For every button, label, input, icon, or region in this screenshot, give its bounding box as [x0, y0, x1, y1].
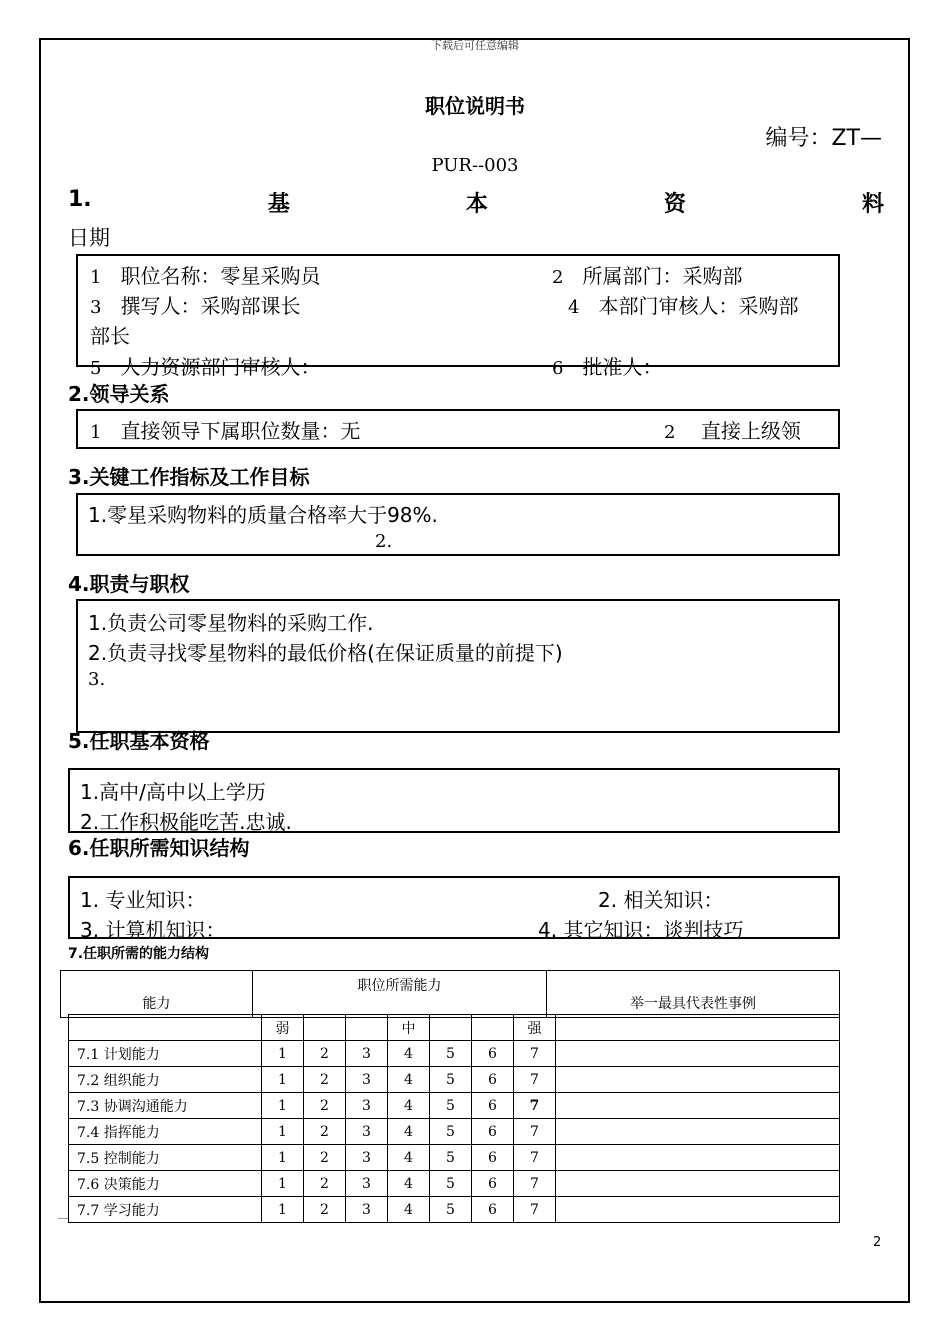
example-cell — [556, 1171, 840, 1197]
level-cell: 6 — [472, 1093, 514, 1119]
level-cell: 1 — [262, 1041, 304, 1067]
table-row — [69, 1093, 840, 1119]
level-cell: 2 — [304, 1145, 346, 1171]
level-cell: 6 — [472, 1171, 514, 1197]
level-cell: 4 — [388, 1093, 430, 1119]
level-cell: 3 — [346, 1067, 388, 1093]
knowledge-box — [68, 876, 840, 942]
level-cell: 5 — [430, 1067, 472, 1093]
leadership-item-2: 2 直接上级领 — [664, 419, 801, 443]
level-cell: 2 — [304, 1197, 346, 1223]
level-cell: 5 — [430, 1171, 472, 1197]
level-cell: 3 — [346, 1093, 388, 1119]
empty-cell — [556, 1015, 840, 1041]
level-cell: 7 — [514, 1067, 556, 1093]
level-cell: 5 — [430, 1041, 472, 1067]
section3-title: 3.关键工作指标及工作目标 — [68, 465, 310, 489]
level-cell: 2 — [304, 1041, 346, 1067]
level-cell: 4 — [388, 1119, 430, 1145]
required-ability-header-cell: 职位所需能力 — [253, 971, 547, 1018]
level-cell: 1 — [262, 1093, 304, 1119]
level-cell: 1 — [262, 1119, 304, 1145]
document-title: 职位说明书 — [425, 94, 525, 118]
scale-mid: 中 — [388, 1015, 430, 1041]
table-row — [69, 1041, 840, 1067]
table-row — [69, 1119, 840, 1145]
example-header-cell: 举一最具代表性事例 — [547, 971, 840, 1018]
table-row — [69, 1171, 840, 1197]
ability-name: 7.2 组织能力 — [69, 1067, 262, 1093]
knowledge-item-2: 2. 相关知识： — [598, 888, 724, 912]
example-cell — [556, 1067, 840, 1093]
table-row — [69, 1197, 840, 1223]
scale-strong: 强 — [514, 1015, 556, 1041]
level-cell: 7 — [514, 1171, 556, 1197]
ability-name: 7.5 控制能力 — [69, 1145, 262, 1171]
section5-title: 5.任职基本资格 — [68, 729, 210, 753]
knowledge-item-1: 1. 专业知识： — [80, 888, 206, 912]
section2-title: 2.领导关系 — [68, 382, 170, 406]
table-row — [69, 1145, 840, 1171]
level-cell: 6 — [472, 1041, 514, 1067]
empty-cell — [430, 1015, 472, 1041]
example-cell — [556, 1197, 840, 1223]
level-cell: 4 — [388, 1197, 430, 1223]
section1-heading-char: 1. — [68, 187, 92, 212]
level-cell: 7 — [514, 1197, 556, 1223]
level-cell: 2 — [304, 1093, 346, 1119]
section7-title: 7.任职所需的能力结构 — [68, 946, 210, 962]
kpi-line-2: 2. — [375, 531, 393, 552]
scale-weak: 弱 — [262, 1015, 304, 1041]
example-cell — [556, 1041, 840, 1067]
ability-name: 7.4 指挥能力 — [69, 1119, 262, 1145]
basic-info-item-1: 1 职位名称：零星采购员 — [90, 264, 321, 288]
document-code-prefix: 编号：ZT— — [765, 126, 882, 151]
level-cell: 5 — [430, 1119, 472, 1145]
basic-info-box — [76, 254, 840, 379]
section1-heading-char: 资 — [663, 192, 686, 217]
section1-heading-char: 本 — [465, 192, 488, 217]
level-cell: 6 — [472, 1145, 514, 1171]
ability-name: 7.7 学习能力 — [69, 1197, 262, 1223]
level-cell: 5 — [430, 1145, 472, 1171]
level-cell: 3 — [346, 1145, 388, 1171]
level-cell: 1 — [262, 1171, 304, 1197]
level-cell: 3 — [346, 1119, 388, 1145]
page-number: 2 — [873, 1235, 882, 1250]
leadership-box — [76, 409, 840, 449]
level-cell: 5 — [430, 1197, 472, 1223]
level-cell: 2 — [304, 1119, 346, 1145]
level-cell: 6 — [472, 1119, 514, 1145]
empty-cell — [69, 1015, 262, 1041]
basic-info-item-3: 3 撰写人：采购部课长 — [90, 294, 301, 318]
qualification-line-2: 2.工作积极能吃苦.忠诚. — [80, 810, 292, 834]
section4-title: 4.职责与职权 — [68, 572, 190, 596]
section1-heading — [68, 187, 884, 218]
example-cell — [556, 1093, 840, 1119]
example-cell — [556, 1119, 840, 1145]
level-cell: 1 — [262, 1145, 304, 1171]
level-cell: 1 — [262, 1067, 304, 1093]
level-cell: 3 — [346, 1171, 388, 1197]
ability-name: 7.1 计划能力 — [69, 1041, 262, 1067]
knowledge-item-3: 3. 计算机知识： — [80, 918, 226, 942]
level-cell: 6 — [472, 1197, 514, 1223]
section1-heading-char: 基 — [267, 192, 290, 217]
date-label: 日期 — [68, 226, 110, 250]
level-cell: 2 — [304, 1067, 346, 1093]
level-cell: 7 — [514, 1145, 556, 1171]
level-cell: 1 — [262, 1197, 304, 1223]
duties-line-1: 1.负责公司零星物料的采购工作. — [88, 611, 374, 635]
ability-header-table — [60, 970, 840, 1018]
level-cell: 4 — [388, 1067, 430, 1093]
level-cell: 3 — [346, 1197, 388, 1223]
ability-table — [68, 1014, 840, 1223]
empty-cell — [472, 1015, 514, 1041]
ability-header-cell: 能力 — [61, 971, 253, 1018]
duties-line-2: 2.负责寻找零星物料的最低价格(在保证质量的前提下) — [88, 641, 563, 665]
section1-heading-char: 料 — [861, 192, 884, 217]
scale-row — [69, 1015, 840, 1041]
empty-cell — [304, 1015, 346, 1041]
qualification-box — [68, 768, 840, 833]
leadership-item-1: 1 直接领导下属职位数量：无 — [90, 419, 361, 443]
basic-info-item-4-continued: 部长 — [90, 324, 130, 348]
ability-name: 7.3 协调沟通能力 — [69, 1093, 262, 1119]
header-note: 下载后可任意编辑 — [431, 39, 519, 52]
table-row — [69, 1067, 840, 1093]
level-cell: 7 — [514, 1041, 556, 1067]
ability-name: 7.6 决策能力 — [69, 1171, 262, 1197]
level-cell: 4 — [388, 1145, 430, 1171]
qualification-line-1: 1.高中/高中以上学历 — [80, 780, 266, 804]
basic-info-item-5: 5 人力资源部门审核人： — [90, 355, 321, 379]
divider — [58, 1218, 68, 1219]
duties-box — [76, 599, 840, 733]
kpi-box — [76, 493, 840, 556]
knowledge-item-4: 4. 其它知识：谈判技巧 — [538, 918, 744, 942]
level-cell: 7 — [514, 1119, 556, 1145]
level-cell: 5 — [430, 1093, 472, 1119]
duties-line-3: 3. — [88, 669, 106, 690]
kpi-line-1: 1.零星采购物料的质量合格率大于98%. — [88, 503, 438, 527]
level-cell: 2 — [304, 1171, 346, 1197]
basic-info-item-4: 4 本部门审核人：采购部 — [568, 294, 799, 318]
example-cell — [556, 1145, 840, 1171]
level-cell: 4 — [388, 1041, 430, 1067]
basic-info-item-6: 6 批准人： — [552, 355, 663, 379]
document-code-suffix: PUR--003 — [431, 155, 519, 176]
empty-cell — [346, 1015, 388, 1041]
level-cell: 7 — [514, 1093, 556, 1119]
section6-title: 6.任职所需知识结构 — [68, 836, 250, 860]
level-cell: 4 — [388, 1171, 430, 1197]
level-cell: 6 — [472, 1067, 514, 1093]
basic-info-item-2: 2 所属部门：采购部 — [552, 264, 743, 288]
level-cell: 3 — [346, 1041, 388, 1067]
